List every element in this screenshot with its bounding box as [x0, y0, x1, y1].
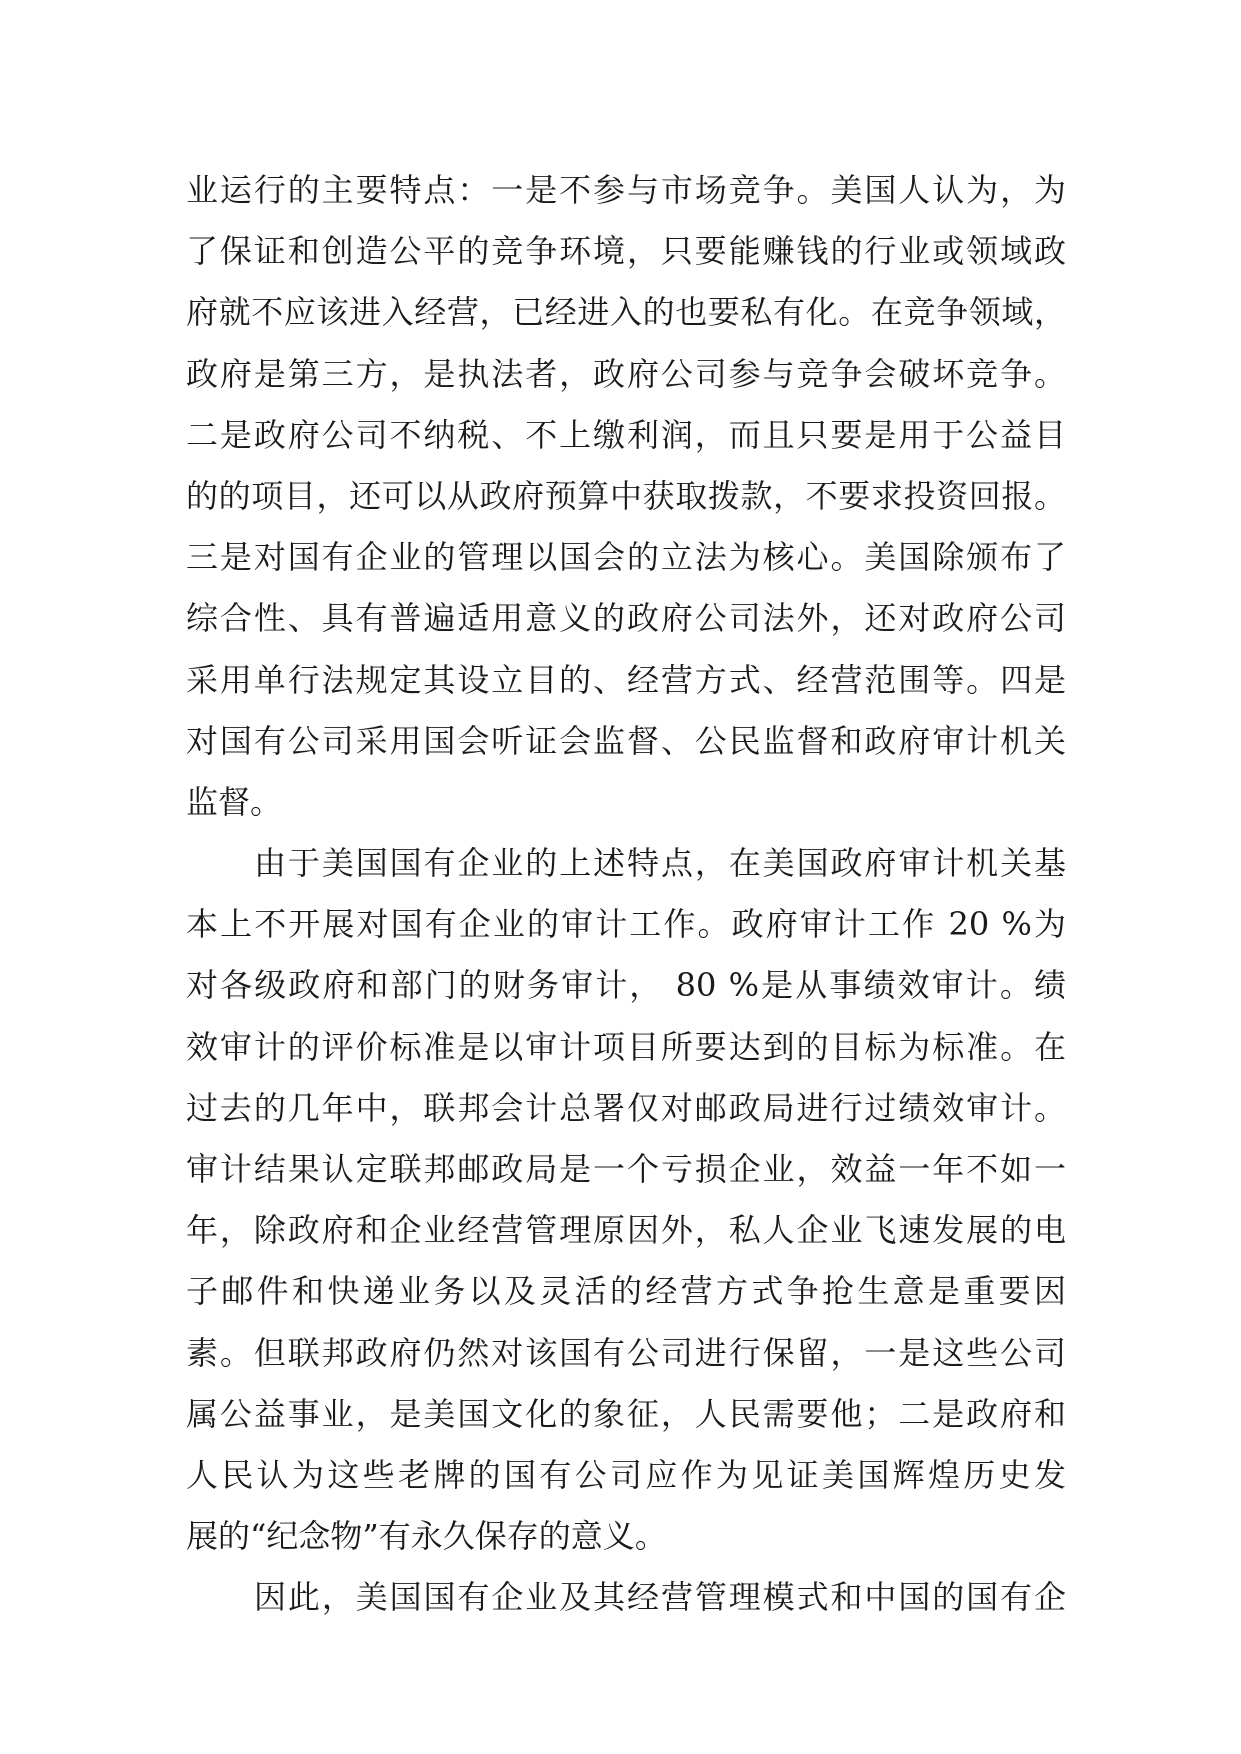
text-line: 监督。 — [186, 782, 283, 821]
text-line: 采用单行法规定其设立目的、经营方式、经营范围等。四是 — [186, 660, 1066, 699]
text-line: 对国有公司采用国会听证会监督、公民监督和政府审计机关 — [186, 721, 1066, 760]
text-line: 素。但联邦政府仍然对该国有公司进行保留，一是这些公司 — [186, 1333, 1066, 1372]
text-line: 展的“纪念物”有永久保存的意义。 — [186, 1517, 667, 1556]
text-line: 审计结果认定联邦邮政局是一个亏损企业，效益一年不如一 — [186, 1150, 1066, 1188]
text-line: 因此，美国国有企业及其经营管理模式和中国的国有企 — [254, 1578, 1066, 1617]
text-line: 对各级政府和部门的财务审计， 80 %是从事绩效审计。绩 — [186, 966, 1066, 1005]
paragraph — [186, 160, 1066, 833]
text-line: 的的项目，还可以从政府预算中获取拨款，不要求投资回报。 — [186, 476, 1066, 515]
text-line: 效审计的评价标准是以审计项目所要达到的目标为标准。在 — [186, 1027, 1066, 1066]
text-line: 过去的几年中，联邦会计总署仅对邮政局进行过绩效审计。 — [186, 1088, 1066, 1127]
text-line: 子邮件和快递业务以及灵活的经营方式争抢生意是重要因 — [186, 1272, 1066, 1311]
text-line: 由于美国国有企业的上述特点，在美国政府审计机关基 — [254, 844, 1066, 883]
text-line: 府就不应该进入经营，已经进入的也要私有化。在竞争领域， — [186, 293, 1066, 332]
text-line: 二是政府公司不纳税、不上缴利润，而且只要是用于公益目 — [186, 415, 1066, 454]
text-line: 综合性、具有普遍适用意义的政府公司法外，还对政府公司 — [186, 599, 1066, 638]
text-line: 属公益事业，是美国文化的象征，人民需要他；二是政府和 — [186, 1394, 1066, 1433]
text-line: 年，除政府和企业经营管理原因外，私人企业飞速发展的电 — [186, 1211, 1066, 1250]
paragraph — [186, 833, 1066, 1567]
text-line: 政府是第三方，是执法者，政府公司参与竞争会破坏竞争。 — [186, 354, 1066, 393]
text-line: 业运行的主要特点：一是不参与市场竞争。美国人认为，为 — [186, 171, 1066, 209]
text-line: 人民认为这些老牌的国有公司应作为见证美国辉煌历史发 — [186, 1455, 1066, 1494]
text-line: 三是对国有企业的管理以国会的立法为核心。美国除颁布了 — [186, 538, 1066, 577]
text-line: 了保证和创造公平的竞争环境，只要能赚钱的行业或领域政 — [186, 232, 1066, 271]
paragraph — [186, 1567, 1066, 1628]
text-line: 本上不开展对国有企业的审计工作。政府审计工作 20 %为 — [186, 905, 1066, 944]
body-text — [186, 160, 1066, 1629]
